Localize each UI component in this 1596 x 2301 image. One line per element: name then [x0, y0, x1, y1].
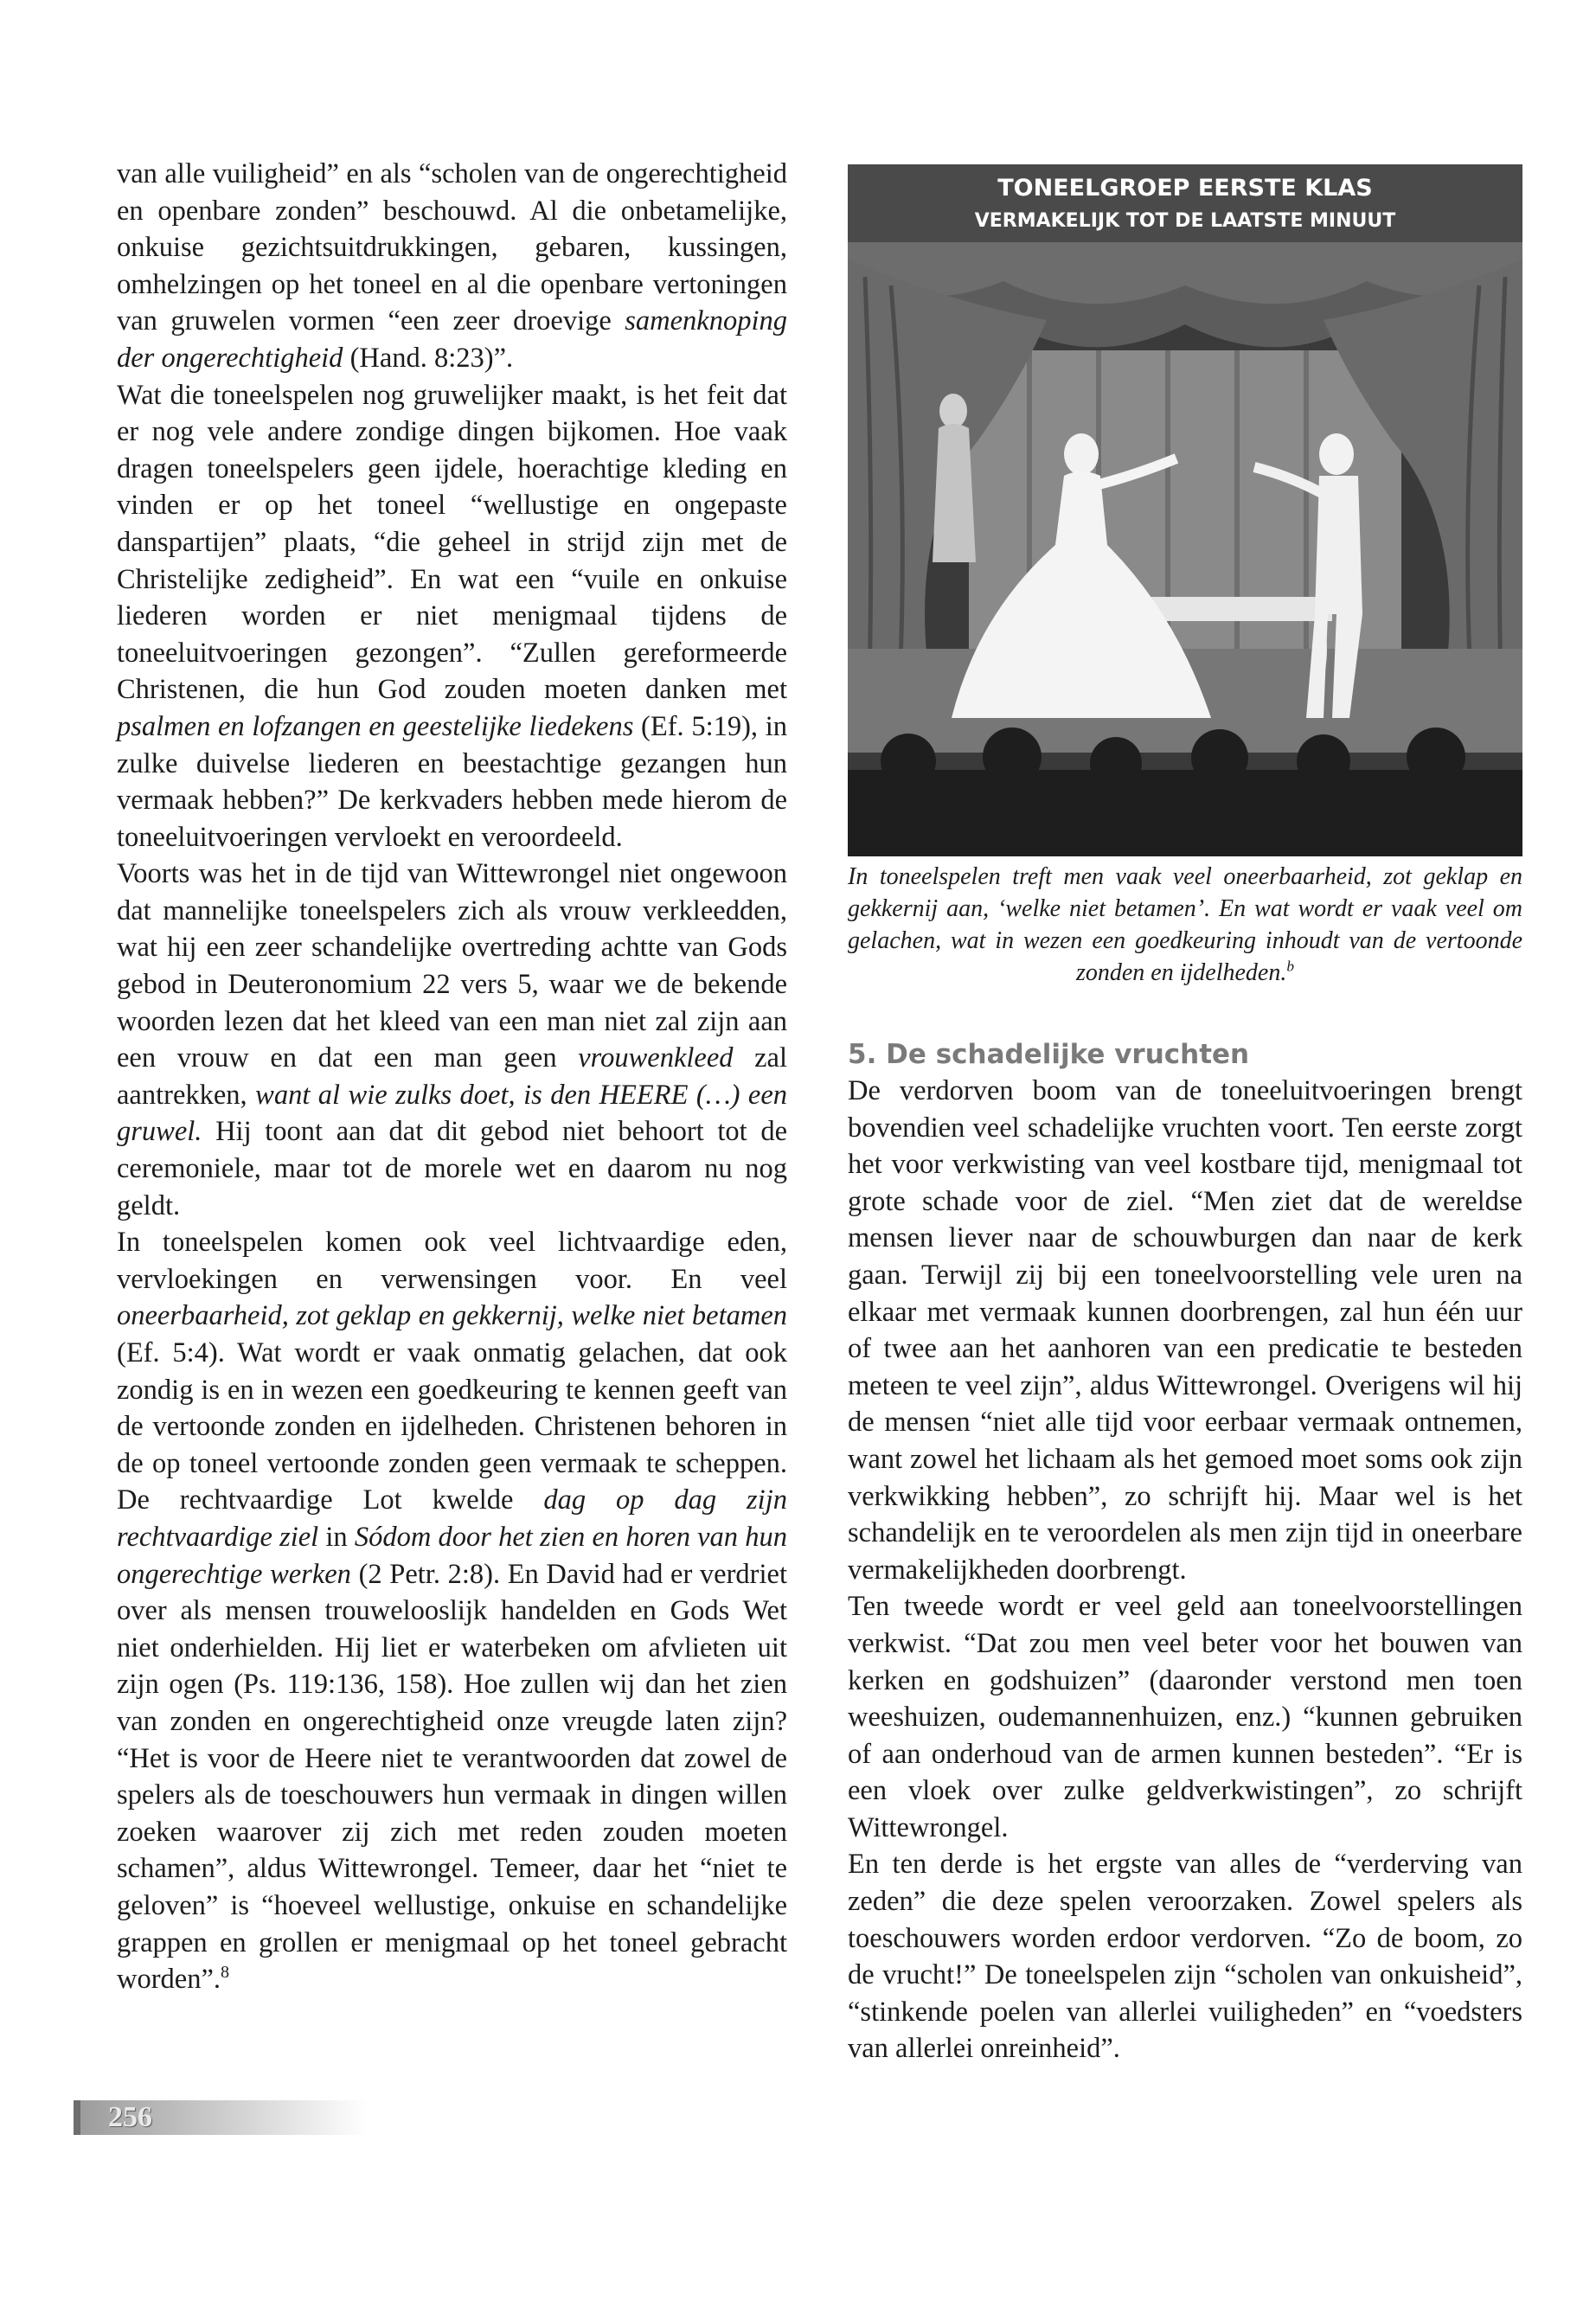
banner-subtitle: VERMAKELIJK TOT DE LAATSTE MINUUT: [974, 210, 1396, 232]
right-paragraph-1: De verdorven boom van de toneeluitvoeringen brengt bovendien veel schadelijke vruchten voort. Ten eerste zorgt het voor verkwisting van veel kostbare tijd, menigmaal tot grote schade voor de ziel. “Men ziet dat de wereldse mensen liever naar de schouwburgen dan naar de kerk gaan. Terwijl zij bij een toneelvoorstelling vele uren na elkaar met vermaak kunnen doorbrengen, zal hun één uur of twee aan het aanhoren van een predicatie te besteden meteen te veel zijn”, aldus Wittewrongel. Overigens wil hij de mensen “niet alle tijd voor eerbaar vermaak ontnemen, want zowel het lichaam als het gemoed moet soms ook zijn verkwikking hebben”, zo schrijft hij. Maar wel is het schandelijk en te veroordelen als men zijn tijd in oneerbare vermakelijkheden doorbrengt.: [848, 1075, 1522, 1586]
left-paragraph-4: In toneelspelen komen ook veel lichtvaardige eden, vervloekingen en verwensingen voor. En veel oneerbaarheid, zot geklap en gekkernij, welke niet betamen (Ef. 5:4). Wat wordt er vaak onmatig gelachen, dat ook zondig is en in wezen een goedkeuring te kennen geeft van de vertoonde zonden en ijdelheden. Christenen behoren in de op toneel vertoonde zonden geen vermaak te scheppen. De rechtvaardige Lot kwelde dag op dag zijn rechtvaardige ziel in Sódom door het zien en horen van hun ongerechtige werken (2 Petr. 2:8). En David had er verdriet over als mensen trouwelooslijk handelden en Gods Wet niet onderhielden. Hij liet er waterbeken om afvlieten uit zijn ogen (Ps. 119:136, 158). Hoe zullen wij dan het zien van zonden en ongerechtigheid onze vreugde laten zijn? “Het is voor de Heere niet te verantwoorden dat zowel de spelers als de toeschouwers hun vermaak in dingen willen zoeken waarover zij zich met reden zouden moeten schamen”, aldus Wittewrongel. Temeer, daar het “niet te geloven” is “hoeveel wellustige, onkuise en schandelijke grappen en grollen er menigmaal op het toneel gebracht worden”.$^8$: [117, 1227, 787, 1996]
page-number: 256: [108, 2101, 152, 2133]
figure-caption: In toneelspelen treft men vaak veel oneerbaarheid, zot geklap en gekkernij aan, ‘welke niet betamen’. En wat wordt er vaak veel om gelachen, wat in wezen een goedkeuring inhoudt van de vertoonde zonden en ijdelheden.$^b$: [848, 863, 1522, 986]
caption-footnote-marker: b: [1286, 958, 1295, 975]
footnote-marker: 8: [221, 1963, 230, 1983]
right-column: [848, 1036, 1522, 2067]
left-paragraph-3: Voorts was het in de tijd van Wittewrongel niet ongewoon dat mannelijke toneelspelers zich als vrouw verkleedden, wat hij een zeer schandelijke overtreding achtte van Gods gebod in Deuteronomium 22 vers 5, waar we de bekende woorden lezen dat het kleed van een man niet zal zijn aan een vrouw en dat een man geen vrouwenkleed zal aantrekken, want al wie zulks doet, is den HEERE (…) een gruwel. Hij toont aan dat dit gebod niet behoort tot de ceremoniele, maar tot de morele wet en daarom nu nog geldt.: [117, 858, 787, 1221]
left-paragraph-1: van alle vuiligheid” en als “scholen van de ongerechtigheid en openbare zonden” beschouwd. Al die onbetamelijke, onkuise gezichtsuitdrukkingen, gebaren, kussingen, omhelzingen op het toneel en al die openbare vertoningen van gruwelen vormen “een zeer droevige samenknoping der ongerechtigheid (Hand. 8:23)”.: [117, 158, 787, 374]
right-paragraph-2: Ten tweede wordt er veel geld aan toneelvoorstellingen verkwist. “Dat zou men veel beter voor het bouwen van kerken en godshuizen” (daaronder verstond men toen weeshuizen, oudemannenhuizen, enz.) “kunnen gebruiken of aan onderhoud van de armen kunnen besteden”. “Er is een vloek over zulke geldverkwistingen”, zo schrijft Wittewrongel.: [848, 1591, 1522, 1843]
left-paragraph-2: Wat die toneelspelen nog gruwelijker maakt, is het feit dat er nog vele andere zondige dingen bijkomen. Hoe vaak dragen toneelspelers geen ijdele, hoerachtige kleding en vinden er op het toneel “wellustige en ongepaste danspartijen” plaats, “die geheel in strijd zijn met de Christelijke zedigheid”. En wat een “vuile en onkuise liederen worden er niet menigmaal tijdens de toneeluitvoeringen gezongen”. “Zullen gereformeerde Christenen, die hun God zouden moeten danken met psalmen en lofzangen en geestelijke liedekens (Ef. 5:19), in zulke duivelse liederen en beestachtige gezangen hun vermaak hebben?” De kerkvaders hebben mede hierom de toneeluitvoeringen vervloekt en veroordeeld.: [117, 379, 787, 853]
theater-illustration: [848, 164, 1522, 856]
banner-title: TONEELGROEP EERSTE KLAS: [997, 175, 1373, 202]
left-column: [117, 156, 787, 1998]
section-heading: 5. De schadelijke vruchten: [848, 1039, 1250, 1070]
right-paragraph-3: En ten derde is het ergste van alles de “verderving van zeden” die deze spelen veroorzaken. Zowel spelers als toeschouwers worden erdoor verdorven. “Zo de boom, zo de vrucht!” De toneelspelen zijn “scholen van onkuisheid”, “stinkende poelen van allerlei vuiligheden” en “voedsters van allerlei onreinheid”.: [848, 1849, 1522, 2065]
